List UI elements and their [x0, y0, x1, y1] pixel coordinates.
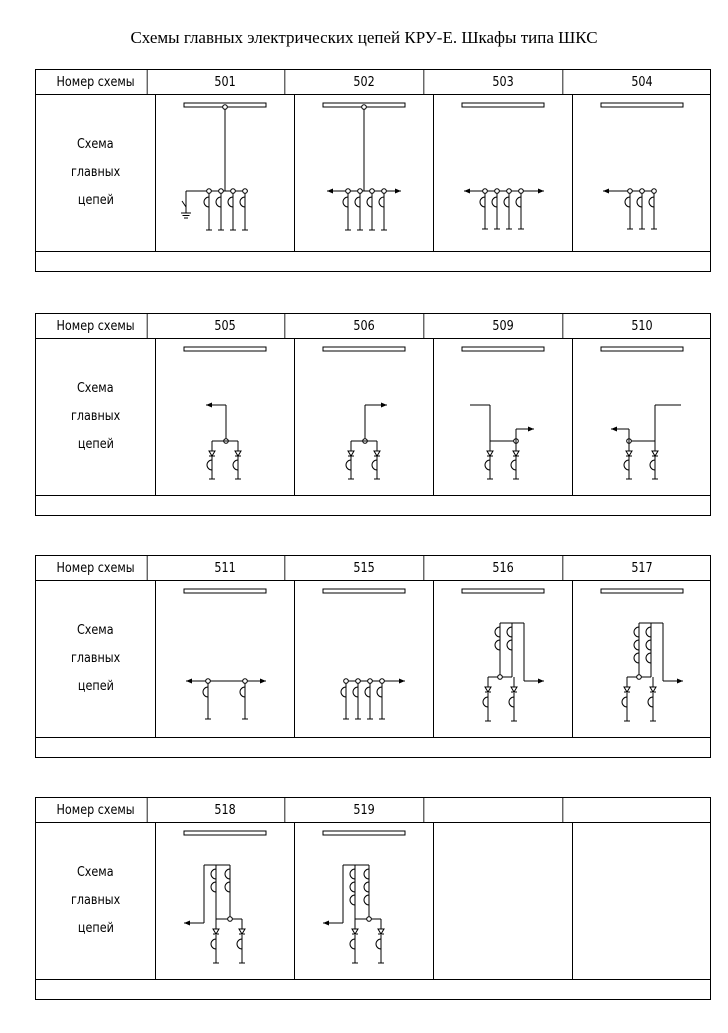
current-transformer-icon	[504, 197, 509, 207]
arrester-icon	[235, 451, 241, 456]
current-transformer-icon	[480, 197, 485, 207]
current-transformer-icon	[625, 197, 630, 207]
row-label-line: главных	[70, 651, 121, 666]
current-transformer-icon	[228, 197, 233, 207]
scheme-number: 518	[166, 798, 286, 822]
busbar	[184, 831, 266, 835]
header-row	[36, 798, 710, 823]
current-transformer-icon	[646, 653, 651, 663]
scheme-number-empty	[444, 798, 564, 822]
row-label-line: цепей	[77, 921, 114, 936]
current-transformer-icon	[511, 460, 516, 470]
scheme-number: 510	[631, 318, 653, 334]
current-transformer-icon	[634, 653, 639, 663]
current-transformer-icon	[350, 882, 355, 892]
row-header-label: Номер схемы	[44, 70, 147, 94]
arrow-left-icon	[206, 403, 212, 408]
ground-switch-icon	[182, 201, 186, 207]
scheme-diagram-501	[156, 95, 295, 251]
scheme-number: 502	[305, 70, 425, 94]
footer-row	[36, 738, 710, 757]
junction-node	[380, 679, 385, 684]
junction-node	[207, 189, 212, 194]
arrester-icon	[650, 687, 656, 692]
scheme-number: 511	[166, 556, 286, 580]
row-label	[36, 95, 156, 251]
current-transformer-icon	[355, 197, 360, 207]
current-transformer-icon	[648, 697, 653, 707]
footer-row	[36, 252, 710, 271]
junction-node	[507, 189, 512, 194]
junction-node	[356, 679, 361, 684]
current-transformer-icon	[364, 882, 369, 892]
scheme-diagram-503	[434, 95, 573, 251]
row-header-label: Номер схемы	[44, 556, 147, 580]
arrester-icon	[213, 929, 219, 934]
current-transformer-icon	[509, 697, 514, 707]
current-transformer-icon	[516, 197, 521, 207]
junction-node	[219, 189, 224, 194]
footer-row	[36, 496, 710, 515]
current-transformer-icon	[367, 197, 372, 207]
busbar	[323, 589, 405, 593]
current-transformer-icon	[649, 197, 654, 207]
current-transformer-icon	[646, 640, 651, 650]
row-label	[36, 581, 156, 737]
scheme-diagram-empty	[434, 823, 573, 979]
busbar	[462, 103, 544, 107]
diagram-row	[36, 581, 710, 738]
scheme-number: 506	[305, 314, 425, 338]
current-transformer-icon	[495, 640, 500, 650]
junction-node	[628, 189, 633, 194]
current-transformer-icon	[624, 460, 629, 470]
junction-node	[652, 189, 657, 194]
row-label	[36, 339, 156, 495]
arrow-left-icon	[611, 427, 617, 432]
arrow-right-icon	[260, 679, 266, 684]
junction-node	[206, 679, 211, 684]
busbar	[323, 831, 405, 835]
scheme-number: 519	[305, 798, 425, 822]
current-transformer-icon	[233, 460, 238, 470]
current-transformer-icon	[350, 869, 355, 879]
current-transformer-icon	[350, 895, 355, 905]
junction-node	[498, 675, 503, 680]
scheme-diagram-519	[295, 823, 434, 979]
junction-node	[495, 189, 500, 194]
scheme-diagram-505	[156, 339, 295, 495]
current-transformer-icon	[634, 640, 639, 650]
junction-node	[344, 679, 349, 684]
diagram-row	[36, 823, 710, 980]
current-transformer-icon	[353, 687, 358, 697]
current-transformer-icon	[203, 687, 208, 697]
junction-node	[368, 679, 373, 684]
junction-node	[382, 189, 387, 194]
scheme-diagram-502	[295, 95, 434, 251]
busbar	[184, 589, 266, 593]
arrester-icon	[652, 451, 658, 456]
schematic-svg	[295, 95, 434, 251]
arrow-left-icon	[464, 189, 470, 194]
arrester-icon	[378, 929, 384, 934]
busbar	[601, 103, 683, 107]
junction-node	[346, 189, 351, 194]
current-transformer-icon	[507, 627, 512, 637]
current-transformer-icon	[211, 869, 216, 879]
current-transformer-icon	[211, 939, 216, 949]
scheme-diagram-510	[573, 339, 711, 495]
arrow-right-icon	[538, 679, 544, 684]
row-header-label: Номер схемы	[44, 314, 147, 338]
footer-row	[36, 980, 710, 999]
diagram-row	[36, 95, 710, 252]
arrow-right-icon	[395, 189, 401, 194]
current-transformer-icon	[225, 882, 230, 892]
schematic-svg	[156, 581, 295, 737]
arrow-right-icon	[381, 403, 387, 408]
diagram-row	[36, 339, 710, 496]
schematic-svg	[573, 581, 712, 737]
row-label	[36, 823, 156, 979]
arrester-icon	[209, 451, 215, 456]
schematic-svg	[295, 581, 434, 737]
row-header-label: Номер схемы	[44, 798, 147, 822]
header-row	[36, 70, 710, 95]
junction-node	[243, 679, 248, 684]
scheme-diagram-504	[573, 95, 711, 251]
arrow-left-icon	[603, 189, 609, 194]
current-transformer-icon	[343, 197, 348, 207]
current-transformer-icon	[483, 697, 488, 707]
scheme-number: 515	[305, 556, 425, 580]
row-label-line: цепей	[77, 437, 114, 452]
scheme-diagram-511	[156, 581, 295, 737]
junction-node	[367, 917, 372, 922]
scheme-diagram-509	[434, 339, 573, 495]
scheme-diagram-empty	[573, 823, 711, 979]
current-transformer-icon	[207, 460, 212, 470]
schematic-svg	[156, 823, 295, 979]
junction-node	[231, 189, 236, 194]
scheme-table-2	[35, 313, 711, 516]
arrester-icon	[352, 929, 358, 934]
current-transformer-icon	[646, 627, 651, 637]
busbar	[601, 589, 683, 593]
scheme-number: 501	[166, 70, 286, 94]
junction-node	[519, 189, 524, 194]
scheme-diagram-518	[156, 823, 295, 979]
scheme-diagram-515	[295, 581, 434, 737]
arrester-icon	[626, 451, 632, 456]
arrester-icon	[348, 451, 354, 456]
junction-node	[243, 189, 248, 194]
current-transformer-icon	[377, 687, 382, 697]
arrester-icon	[511, 687, 517, 692]
arrow-left-icon	[327, 189, 333, 194]
current-transformer-icon	[622, 697, 627, 707]
junction-node	[370, 189, 375, 194]
current-transformer-icon	[507, 640, 512, 650]
scheme-number: 505	[166, 314, 286, 338]
current-transformer-icon	[346, 460, 351, 470]
arrow-left-icon	[323, 921, 329, 926]
scheme-number-empty	[583, 798, 702, 822]
current-transformer-icon	[240, 197, 245, 207]
current-transformer-icon	[225, 869, 230, 879]
junction-node	[228, 917, 233, 922]
junction-node	[362, 105, 367, 110]
arrester-icon	[487, 451, 493, 456]
junction-node	[223, 105, 228, 110]
busbar	[462, 347, 544, 351]
busbar	[462, 589, 544, 593]
row-label-line: главных	[70, 165, 121, 180]
header-row	[36, 556, 710, 581]
arrester-icon	[374, 451, 380, 456]
current-transformer-icon	[341, 687, 346, 697]
current-transformer-icon	[637, 197, 642, 207]
arrow-right-icon	[677, 679, 683, 684]
current-transformer-icon	[634, 627, 639, 637]
row-label-line: Схема	[77, 137, 114, 152]
row-label-line: главных	[70, 893, 121, 908]
schematic-svg	[156, 95, 295, 251]
arrow-right-icon	[538, 189, 544, 194]
schematic-svg	[295, 823, 434, 979]
row-label-line: Схема	[77, 381, 114, 396]
arrester-icon	[485, 687, 491, 692]
row-label-line: главных	[70, 409, 121, 424]
row-label-line: Схема	[77, 865, 114, 880]
busbar	[184, 347, 266, 351]
arrow-right-icon	[528, 427, 534, 432]
schematic-svg	[434, 339, 573, 495]
schematic-svg	[573, 95, 712, 251]
current-transformer-icon	[495, 627, 500, 637]
scheme-number: 504	[631, 74, 653, 90]
current-transformer-icon	[350, 939, 355, 949]
current-transformer-icon	[240, 687, 245, 697]
current-transformer-icon	[365, 687, 370, 697]
scheme-number: 503	[444, 70, 564, 94]
current-transformer-icon	[216, 197, 221, 207]
current-transformer-icon	[492, 197, 497, 207]
busbar	[601, 347, 683, 351]
scheme-number: 517	[631, 560, 653, 576]
page-title: Схемы главных электрических цепей КРУ-Е. Шкафы типа ШКС	[130, 28, 598, 47]
arrester-icon	[624, 687, 630, 692]
schematic-svg	[573, 339, 712, 495]
scheme-diagram-506	[295, 339, 434, 495]
junction-node	[358, 189, 363, 194]
current-transformer-icon	[372, 460, 377, 470]
scheme-diagram-516	[434, 581, 573, 737]
current-transformer-icon	[379, 197, 384, 207]
scheme-number: 509	[444, 314, 564, 338]
current-transformer-icon	[237, 939, 242, 949]
current-transformer-icon	[204, 197, 209, 207]
header-row	[36, 314, 710, 339]
row-label-line: Схема	[77, 623, 114, 638]
current-transformer-icon	[364, 895, 369, 905]
current-transformer-icon	[364, 869, 369, 879]
current-transformer-icon	[211, 882, 216, 892]
scheme-diagram-517	[573, 581, 711, 737]
junction-node	[483, 189, 488, 194]
arrow-left-icon	[184, 921, 190, 926]
arrow-right-icon	[399, 679, 405, 684]
busbar	[323, 347, 405, 351]
arrow-left-icon	[186, 679, 192, 684]
schematic-svg	[434, 581, 573, 737]
scheme-number: 516	[444, 556, 564, 580]
current-transformer-icon	[485, 460, 490, 470]
scheme-table-1	[35, 69, 711, 272]
junction-node	[640, 189, 645, 194]
current-transformer-icon	[650, 460, 655, 470]
row-label-line: цепей	[77, 193, 114, 208]
scheme-table-3	[35, 555, 711, 758]
schematic-svg	[295, 339, 434, 495]
junction-node	[637, 675, 642, 680]
row-label-line: цепей	[77, 679, 114, 694]
arrester-icon	[513, 451, 519, 456]
schematic-svg	[156, 339, 295, 495]
arrester-icon	[239, 929, 245, 934]
current-transformer-icon	[376, 939, 381, 949]
schematic-svg	[434, 95, 573, 251]
scheme-table-4	[35, 797, 711, 1000]
